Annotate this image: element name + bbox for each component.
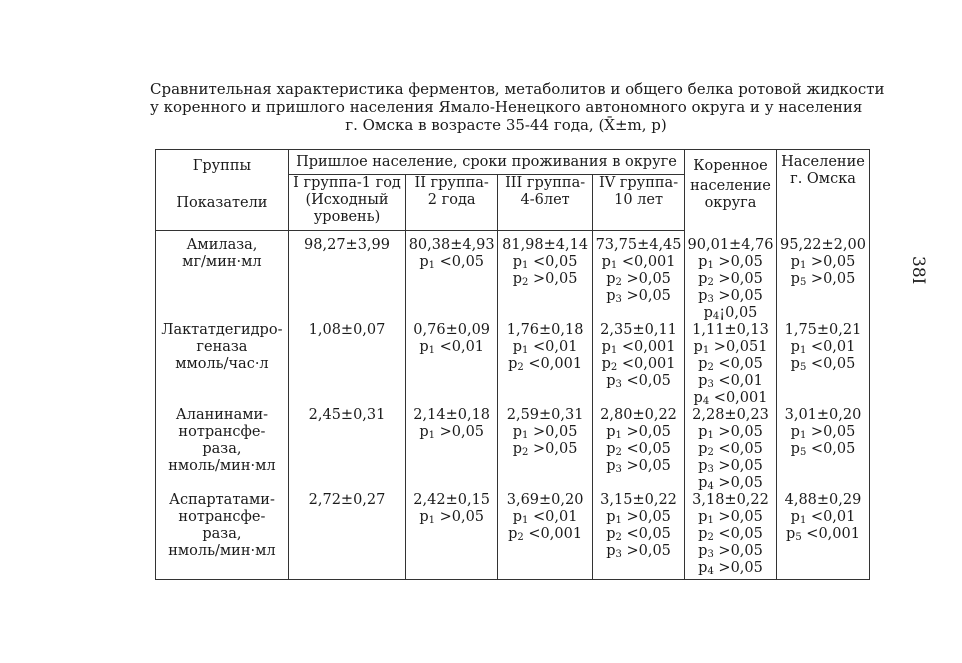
p-value: $p_1 <0,001$: [601, 338, 676, 356]
p-value: $p_2 <0,05$: [698, 525, 763, 543]
header-col5-line2: округа: [704, 195, 757, 211]
p-value: $p_2 <0,001$: [508, 525, 583, 543]
table-cell: [593, 231, 685, 322]
p-value: $p_1 >0,05$: [698, 508, 763, 526]
p-value: $p_3 <0,01$: [698, 372, 763, 390]
p-value: $p_3 >0,05$: [698, 542, 763, 560]
p-value: $p_3 >0,05$: [698, 287, 763, 305]
p-value: $p_4¡0,05$: [703, 304, 758, 322]
p-value: $p_2 <0,05$: [698, 440, 763, 458]
table-cell: [777, 407, 870, 492]
p-value: $p_1 <0,01$: [790, 338, 856, 356]
mean-value: 3,01±0,20: [784, 406, 862, 423]
table-cell: [685, 407, 777, 492]
header-group-2: [406, 175, 498, 231]
header-col3-line2: 4-6лет: [520, 192, 570, 208]
header-col1-line3: уровень): [313, 209, 381, 225]
header-migrant-period: Пришлое население, сроки проживания в округе: [288, 150, 684, 175]
p-value: $p_4 <0,001$: [693, 389, 768, 407]
p-value: $p_1 <0,01$: [419, 338, 485, 356]
indicator-name-line: Аспартатами-: [168, 491, 275, 508]
header-indicators: Показатели: [176, 195, 268, 211]
table-cell: [777, 231, 870, 322]
mean-value: 2,28±0,23: [692, 406, 769, 423]
table-row: [156, 407, 870, 492]
caption-line-2: у коренного и пришлого населения Ямало-Ненецкого автономного округа и у населения: [150, 98, 863, 116]
mean-value: 90,01±4,76: [687, 236, 774, 253]
table-cell: [288, 407, 405, 492]
p-value: $p_3 >0,05$: [606, 288, 671, 305]
p-value: $p_3 >0,05$: [606, 542, 671, 560]
mean-value: 3,69±0,20: [506, 491, 584, 508]
indicator-name-line: нмоль/мин·мл: [168, 542, 276, 559]
table-cell: [498, 231, 593, 322]
table-caption: [150, 80, 885, 134]
mean-value: 1,76±0,18: [506, 321, 584, 338]
indicator-name-line: раза,: [202, 525, 242, 542]
p-value: $p_5 <0,05$: [790, 355, 856, 373]
table-row: [156, 492, 870, 580]
header-omsk: [777, 150, 870, 231]
indicator-name: [156, 407, 289, 492]
table-cell: [288, 492, 405, 580]
table-cell: [685, 492, 777, 580]
mean-value: 81,98±4,14: [502, 237, 589, 253]
header-native: [685, 150, 777, 231]
table-cell: [288, 322, 405, 407]
table-cell: [777, 322, 870, 407]
mean-value: 98,27±3,99: [304, 237, 390, 253]
table-cell: [288, 231, 405, 322]
indicator-name-line: нотрансфе-: [178, 508, 266, 525]
header-col6-line2: г. Омска: [790, 171, 856, 187]
header-col1-line2: (Исходный: [305, 192, 389, 208]
mean-value: 2,72±0,27: [308, 491, 386, 508]
indicator-name: [156, 322, 289, 407]
p-value: $p_1 <0,01$: [512, 338, 578, 356]
table-cell: [685, 231, 777, 322]
mean-value: 1,08±0,07: [308, 321, 386, 338]
indicator-name-line: ммоль/час·л: [175, 355, 269, 372]
p-value: $p_2 <0,001$: [508, 355, 583, 373]
header-groups-indicators: [156, 150, 289, 231]
p-value: $p_1 <0,01$: [790, 508, 856, 526]
mean-value: 3,15±0,22: [600, 491, 677, 508]
header-col5-line1: население: [690, 178, 771, 194]
table-row: [156, 231, 870, 322]
p-value: $p_5 >0,05$: [790, 270, 856, 288]
p-value: $p_3 <0,05$: [606, 372, 671, 390]
page-number: 38I: [908, 256, 928, 285]
caption-line-3: г. Омска в возрасте 35-44 года, (X̄±m, p): [345, 116, 667, 134]
p-value: $p_2 <0,001$: [601, 355, 676, 373]
p-value: $p_4 >0,05$: [698, 559, 763, 577]
indicator-name-line: раза,: [202, 440, 242, 457]
p-value: $p_1 >0,05$: [698, 253, 763, 271]
header-col6-line1: Население: [781, 154, 865, 170]
p-value: $p_4 >0,05$: [698, 474, 763, 492]
p-value: $p_5 <0,05$: [790, 440, 856, 458]
p-value: $p_2 >0,05$: [512, 440, 578, 458]
indicator-name-line: Аланинами-: [175, 406, 269, 423]
p-value: $p_2 <0,05$: [606, 440, 671, 458]
mean-value: 0,76±0,09: [413, 321, 491, 338]
header-col2-line1: II группа-: [414, 175, 489, 191]
header-col3-line1: III группа-: [505, 175, 586, 191]
p-value: $p_1 >0,05$: [419, 508, 485, 526]
header-groups: Группы: [192, 158, 252, 174]
p-value: $p_3 >0,05$: [698, 457, 763, 475]
mean-value: 2,80±0,22: [600, 406, 677, 423]
mean-value: 1,75±0,21: [784, 321, 862, 338]
p-value: $p_1 >0,05$: [698, 423, 763, 441]
table-cell: [685, 322, 777, 407]
mean-value: 2,45±0,31: [308, 406, 386, 423]
p-value: $p_2 <0,05$: [606, 525, 671, 543]
caption-line-1: Сравнительная характеристика ферментов, метаболитов и общего белка ротовой жидкости: [150, 80, 885, 98]
mean-value: 2,35±0,11: [600, 321, 677, 338]
p-value: $p_1 <0,001$: [601, 254, 676, 271]
header-col4-line2: 10 лет: [614, 192, 663, 208]
indicator-name-line: нмоль/мин·мл: [168, 457, 276, 474]
p-value: $p_1 >0,05$: [790, 253, 856, 271]
data-table: [155, 149, 870, 580]
table-cell: [593, 407, 685, 492]
mean-value: 73,75±4,45: [595, 237, 682, 253]
mean-value: 4,88±0,29: [784, 491, 862, 508]
p-value: $p_1 >0,05$: [606, 423, 671, 441]
indicator-name-line: мг/мин·мл: [182, 254, 262, 270]
indicator-name-line: Лактатдегидро-: [161, 321, 283, 338]
p-value: $p_2 <0,05$: [698, 355, 763, 373]
p-value: $p_1 <0,05$: [419, 254, 485, 271]
indicator-name-line: Амилаза,: [186, 237, 258, 253]
header-col4-line1: IV группа-: [599, 175, 679, 191]
indicator-name: [156, 231, 289, 322]
p-value: $p_1 >0,05$: [419, 423, 485, 441]
table-cell: [406, 231, 498, 322]
mean-value: 95,22±2,00: [780, 236, 866, 253]
table-cell: [406, 322, 498, 407]
header-native-top: Коренное: [693, 158, 768, 174]
p-value: $p_1 >0,05$: [606, 508, 671, 526]
mean-value: 2,14±0,18: [413, 406, 491, 423]
p-value: $p_1 <0,05$: [512, 254, 578, 271]
p-value: $p_3 >0,05$: [606, 457, 671, 475]
header-col1-line1: I группа-1 год: [293, 175, 401, 191]
p-value: $p_2 >0,05$: [606, 271, 671, 288]
table-cell: [406, 492, 498, 580]
table-body: [156, 231, 870, 580]
indicator-name: [156, 492, 289, 580]
p-value: $p_2 >0,05$: [512, 271, 578, 288]
table-row: [156, 322, 870, 407]
table-cell: [406, 407, 498, 492]
p-value: $p_1 >0,05$: [512, 423, 578, 441]
p-value: $p_1 <0,01$: [512, 508, 578, 526]
header-col2-line2: 2 года: [427, 192, 476, 208]
table-cell: [498, 492, 593, 580]
table-cell: [593, 492, 685, 580]
indicator-name-line: нотрансфе-: [178, 423, 266, 440]
mean-value: 2,59±0,31: [506, 406, 584, 423]
p-value: $p_1 >0,051$: [693, 338, 768, 356]
p-value: $p_2 >0,05$: [698, 270, 763, 288]
mean-value: 3,18±0,22: [692, 491, 769, 508]
p-value: $p_1 >0,05$: [790, 423, 856, 441]
indicator-name-line: геназа: [196, 338, 248, 355]
mean-value: 2,42±0,15: [413, 491, 491, 508]
table-cell: [593, 322, 685, 407]
p-value: $p_5 <0,001$: [786, 525, 860, 543]
table-cell: [498, 322, 593, 407]
table-cell: [777, 492, 870, 580]
header-group-4: [593, 175, 685, 231]
table-cell: [498, 407, 593, 492]
mean-value: 1,11±0,13: [692, 321, 769, 338]
header-group-3: [498, 175, 593, 231]
mean-value: 80,38±4,93: [408, 237, 495, 253]
header-group-1: [288, 175, 405, 231]
